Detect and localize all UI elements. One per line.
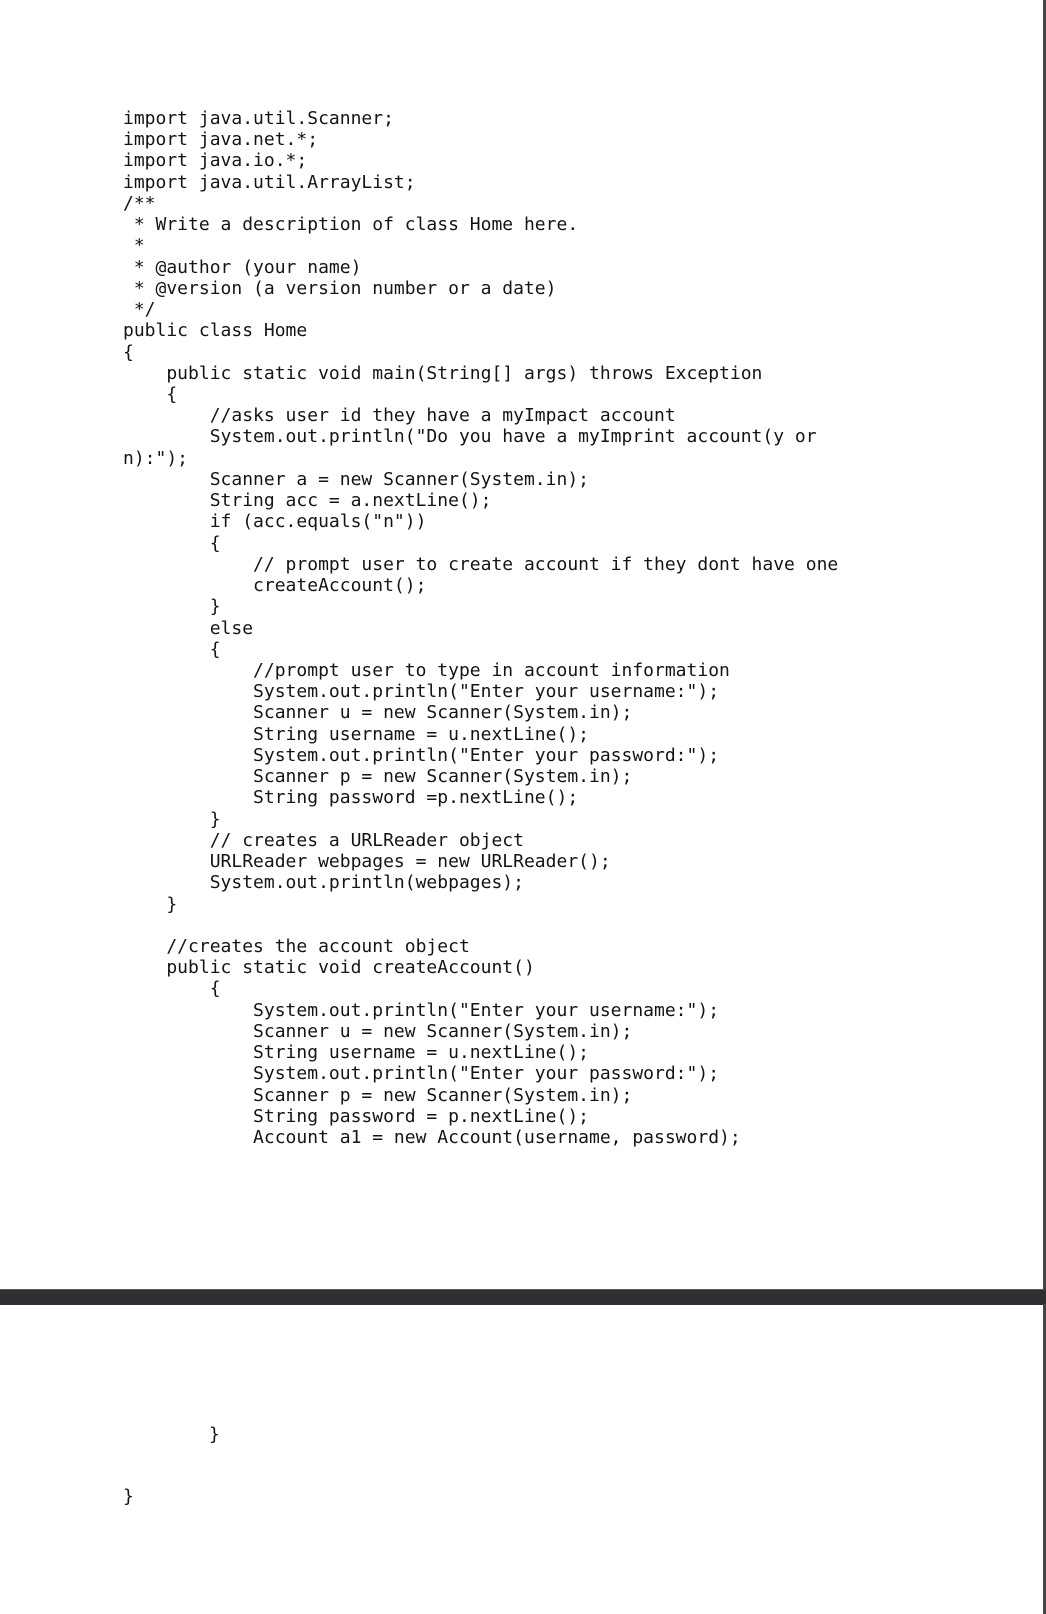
code-line: String username = u.nextLine(); [123,1042,589,1064]
code-line: { [123,341,134,363]
code-line: System.out.println("Do you have a myImprint account(y or [123,426,817,448]
code-line: * @version (a version number or a date) [123,277,557,299]
code-line: import java.io.*; [123,150,308,172]
code-line: { [123,532,221,554]
code-line: } [123,808,221,830]
code-line: String acc = a.nextLine(); [123,490,492,512]
code-line: String password =p.nextLine(); [123,787,579,809]
code-line: public static void main(String[] args) throws Exception [123,362,763,384]
code-line: // prompt user to create account if they dont have one [123,553,839,575]
code-line: * @author (your name) [123,256,362,278]
code-line: String username = u.nextLine(); [123,723,589,745]
code-line: /** [123,192,156,214]
code-line: Scanner u = new Scanner(System.in); [123,702,633,724]
code-line: { [123,383,178,405]
code-line: System.out.println("Enter your username:"); [123,999,720,1021]
code-line: //asks user id they have a myImpact account [123,405,676,427]
code-line: else [123,617,254,639]
method-closing-brace: } [209,1424,220,1445]
page-divider [0,1289,1046,1305]
code-line: System.out.println("Enter your password:"); [123,1063,720,1085]
code-line: */ [123,299,156,321]
code-line: //creates the account object [123,935,470,957]
code-line: String password = p.nextLine(); [123,1105,589,1127]
code-line: System.out.println("Enter your username:"); [123,681,720,703]
code-line: { [123,638,221,660]
code-line: Scanner u = new Scanner(System.in); [123,1020,633,1042]
code-line: System.out.println("Enter your password:"); [123,744,720,766]
code-line: import java.util.ArrayList; [123,171,416,193]
code-line: Scanner a = new Scanner(System.in); [123,468,589,490]
code-line: Scanner p = new Scanner(System.in); [123,766,633,788]
code-line: Account a1 = new Account(username, password); [123,1127,741,1149]
class-closing-brace: } [123,1486,134,1507]
code-line: import java.net.*; [123,129,319,151]
code-line: URLReader webpages = new URLReader(); [123,851,611,873]
code-line: { [123,978,221,1000]
code-line: * Write a description of class Home here. [123,214,579,236]
code-line: System.out.println(webpages); [123,872,524,894]
code-line: } [123,596,221,618]
code-line: public class Home [123,320,308,342]
code-line: if (acc.equals("n")) [123,511,427,533]
code-line: createAccount(); [123,575,427,597]
code-line: } [123,893,178,915]
code-line: // creates a URLReader object [123,829,524,851]
code-line: n):"); [123,447,189,469]
code-line: //prompt user to type in account information [123,659,730,681]
code-line: Scanner p = new Scanner(System.in); [123,1084,633,1106]
code-line: import java.util.Scanner; [123,108,394,129]
code-line: * [123,235,145,257]
code-line: public static void createAccount() [123,957,535,979]
